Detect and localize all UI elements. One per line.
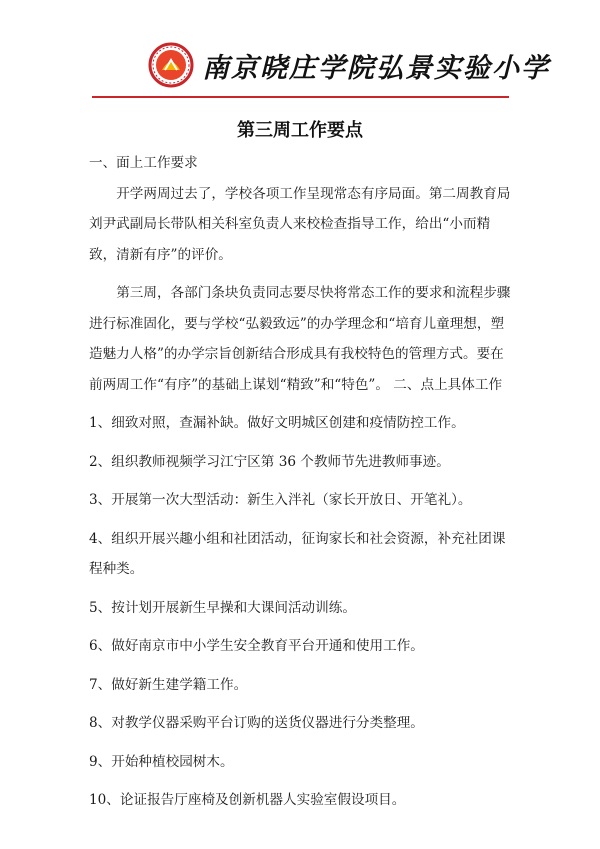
paragraph-2: 第三周，各部门条块负责同志要尽快将常态工作的要求和流程步骤进行标准固化，要与学校“弘毅致远”的办学理念和“培育儿童理想，塑造魅力人格”的办学宗旨创新结合形成具有我校特色的管理方式。要在前两周工作“有序”的基础上谋划“精致”和“特色”。 二、点上具体工作	[89, 285, 511, 393]
list-item: 10、论证报告厅座椅及创新机器人实验室假设项目。	[89, 792, 406, 808]
list-item: 1、细致对照，查漏补缺。做好文明城区创建和疫情防控工作。	[89, 415, 465, 431]
school-name: 南京晓庄学院弘景实验小学	[202, 52, 550, 84]
document-header	[148, 40, 550, 90]
list-item: 9、开始种植校园树木。	[89, 753, 234, 770]
list-item: 6、做好南京市中小学生安全教育平台开通和使用工作。	[89, 638, 424, 654]
list-item: 8、对教学仪器采购平台订购的送货仪器进行分类整理。	[89, 715, 424, 731]
list-item: 7、做好新生建学籍工作。	[89, 676, 248, 693]
list-item: 2、组织教师视频学习江宁区第 36 个教师节先进教师事迹。	[89, 453, 450, 470]
document-body	[89, 148, 517, 816]
section-heading: 一、面上工作要求	[89, 155, 198, 171]
page-title: 第三周工作要点	[237, 120, 363, 141]
paragraph-1: 开学两周过去了，学校各项工作呈现常态有序局面。第二周教育局刘尹武副局长带队相关科室负责人来校检查指导工作，给出“小而精致，清新有序”的评价。	[89, 185, 511, 263]
header-divider	[92, 96, 509, 98]
school-emblem-icon	[148, 42, 194, 88]
list-item: 3、开展第一次大型活动：新生入泮礼（家长开放日、开笔礼）。	[89, 492, 472, 508]
list-item: 5、按计划开展新生早操和大课间活动训练。	[89, 599, 356, 616]
list-item: 4、组织开展兴趣小组和社团活动，征询家长和社会资源，补充社团课程种类。	[89, 530, 506, 577]
